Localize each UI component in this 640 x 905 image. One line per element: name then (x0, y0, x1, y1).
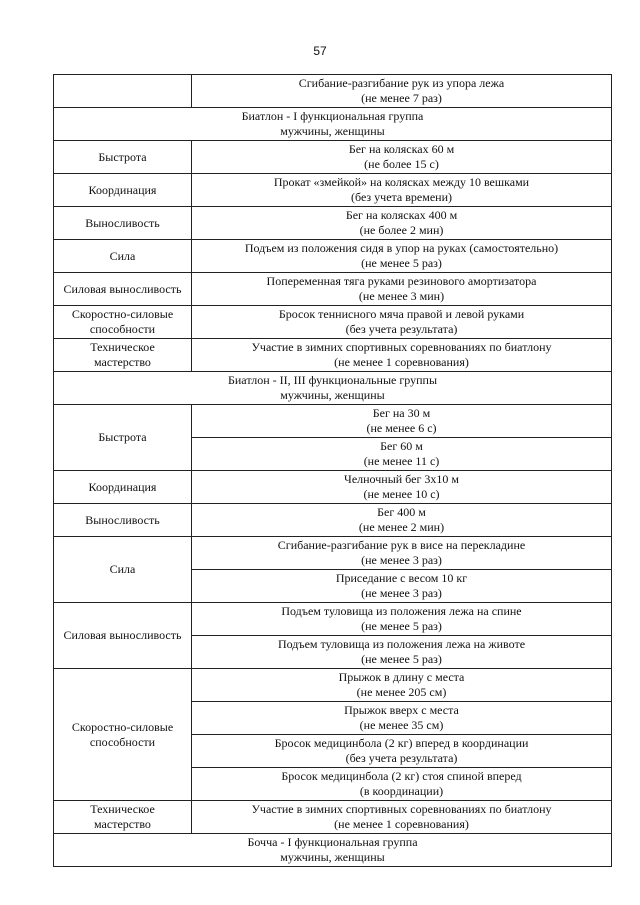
test-line: (не более 15 с) (364, 157, 439, 171)
test-line: (не менее 6 с) (366, 421, 437, 435)
quality-cell (54, 471, 192, 504)
test-line: Подъем из положения сидя в упор на руках (самостоятельно) (244, 241, 559, 255)
section-header-line: Бочча - I функциональная группа (247, 835, 418, 849)
test-line: (не менее 1 соревнования) (334, 817, 469, 831)
quality-cell (54, 669, 192, 801)
quality-cell (54, 141, 192, 174)
test-line: Подъем туловища из положения лежа на спине (281, 604, 522, 618)
test-line: (не менее 3 раз) (361, 553, 442, 567)
quality-cell (54, 306, 192, 339)
test-line: (не менее 1 соревнования) (334, 355, 469, 369)
test-cell (192, 603, 612, 636)
test-line: Прыжок в длину с места (338, 670, 465, 684)
table-row (54, 141, 612, 174)
table-row (54, 801, 612, 834)
test-line: (не менее 7 раз) (361, 91, 442, 105)
quality-line: Силовая выносливость (63, 628, 182, 642)
table-row (54, 537, 612, 570)
test-cell (192, 273, 612, 306)
page-number: 57 (313, 44, 327, 58)
test-line: Бег на колясках 400 м (345, 208, 458, 222)
quality-cell (54, 207, 192, 240)
test-line: Сгибание-разгибание рук в висе на перекладине (277, 538, 526, 552)
quality-line: Скоростно-силовые (71, 719, 174, 734)
quality-line: способности (89, 322, 156, 336)
test-line: Бросок медицинбола (2 кг) вперед в координации (274, 736, 529, 750)
quality-line: Техническое (90, 340, 155, 354)
test-cell (192, 75, 612, 108)
test-cell (192, 768, 612, 801)
table-row (54, 306, 612, 339)
quality-cell (54, 339, 192, 372)
test-line: (не менее 205 см) (356, 685, 447, 699)
table-row (54, 207, 612, 240)
test-line: (не менее 10 с) (363, 487, 440, 501)
quality-cell (54, 174, 192, 207)
table-row (54, 240, 612, 273)
section-header (54, 834, 612, 867)
section-header-line: мужчины, женщины (280, 388, 385, 402)
test-line: (не менее 11 с) (363, 454, 440, 468)
section-header-line: мужчины, женщины (280, 124, 385, 138)
test-line: (не менее 5 раз) (361, 652, 442, 666)
table-row (54, 273, 612, 306)
section-header-row (54, 108, 612, 141)
table-row (54, 75, 612, 108)
quality-line: Сила (109, 248, 136, 263)
test-line: Прокат «змейкой» на колясках между 10 вешками (273, 175, 530, 189)
quality-line: способности (89, 734, 156, 749)
section-header (54, 372, 612, 405)
test-cell (192, 504, 612, 537)
quality-line: Быстрота (98, 149, 147, 164)
test-line: (не менее 3 мин) (358, 289, 445, 303)
quality-line: Выносливость (85, 215, 160, 230)
test-line: (не менее 35 см) (359, 718, 444, 732)
test-cell (192, 669, 612, 702)
standards-table (53, 74, 612, 867)
quality-cell (54, 240, 192, 273)
test-line: Бросок медицинбола (2 кг) стоя спиной вперед (281, 769, 522, 783)
table-row (54, 174, 612, 207)
test-line: Попеременная тяга руками резинового амортизатора (266, 274, 537, 288)
test-cell (192, 174, 612, 207)
test-cell (192, 636, 612, 669)
test-line: (в координации) (359, 784, 444, 798)
table-row (54, 669, 612, 702)
quality-cell (54, 603, 192, 669)
test-line: Подъем туловища из положения лежа на животе (277, 637, 526, 651)
quality-line: Выносливость (85, 512, 160, 527)
test-line: Участие в зимних спортивных соревнованиях по биатлону (251, 802, 552, 816)
quality-cell (54, 405, 192, 471)
test-line: (без учета результата) (345, 322, 458, 336)
table-row (54, 405, 612, 438)
test-cell (192, 735, 612, 768)
test-cell (192, 570, 612, 603)
test-line: Приседание с весом 10 кг (335, 571, 468, 585)
test-cell (192, 240, 612, 273)
section-header-line: Биатлон - I функциональная группа (241, 109, 424, 123)
section-header-row (54, 372, 612, 405)
table-row (54, 339, 612, 372)
quality-cell (54, 75, 192, 108)
test-cell (192, 141, 612, 174)
test-line: Бег 400 м (377, 505, 426, 519)
quality-line: мастерство (94, 817, 151, 831)
quality-cell (54, 504, 192, 537)
test-cell (192, 438, 612, 471)
section-header-row (54, 834, 612, 867)
test-cell (192, 702, 612, 735)
test-cell (192, 471, 612, 504)
test-line: (без учета результата) (345, 751, 458, 765)
test-line: (не менее 2 мин) (358, 520, 445, 534)
quality-cell (54, 273, 192, 306)
test-line: Челночный бег 3х10 м (344, 472, 459, 486)
quality-cell (54, 801, 192, 834)
test-line: (без учета времени) (351, 190, 452, 204)
test-line: (не более 2 мин) (359, 223, 444, 237)
test-line: Сгибание-разгибание рук из упора лежа (298, 76, 505, 90)
quality-line: Скоростно-силовые (71, 307, 174, 321)
quality-line: мастерство (94, 355, 151, 369)
test-line: (не менее 5 раз) (361, 256, 442, 270)
quality-line: Координация (88, 479, 157, 494)
test-cell (192, 537, 612, 570)
quality-line: Техническое (90, 802, 155, 816)
table-row (54, 471, 612, 504)
quality-cell (54, 537, 192, 603)
test-cell (192, 339, 612, 372)
quality-line: Координация (88, 182, 157, 197)
quality-line: Силовая выносливость (63, 281, 182, 296)
test-line: Прыжок вверх с места (344, 703, 459, 717)
section-header-line: мужчины, женщины (280, 850, 385, 864)
quality-line: Сила (109, 562, 136, 576)
test-cell (192, 801, 612, 834)
section-header-line: Биатлон - II, III функциональные группы (227, 373, 438, 387)
test-line: Бег на колясках 60 м (348, 142, 455, 156)
section-header (54, 108, 612, 141)
quality-line: Быстрота (98, 430, 147, 444)
test-line: Бег на 30 м (372, 406, 431, 420)
test-line: (не менее 5 раз) (361, 619, 442, 633)
test-line: Участие в зимних спортивных соревнованиях по биатлону (251, 340, 552, 354)
test-cell (192, 306, 612, 339)
test-line: Бег 60 м (380, 439, 423, 453)
table-row (54, 504, 612, 537)
test-cell (192, 405, 612, 438)
test-cell (192, 207, 612, 240)
test-line: (не менее 3 раз) (361, 586, 442, 600)
table-row (54, 603, 612, 636)
test-line: Бросок теннисного мяча правой и левой руками (278, 307, 525, 321)
